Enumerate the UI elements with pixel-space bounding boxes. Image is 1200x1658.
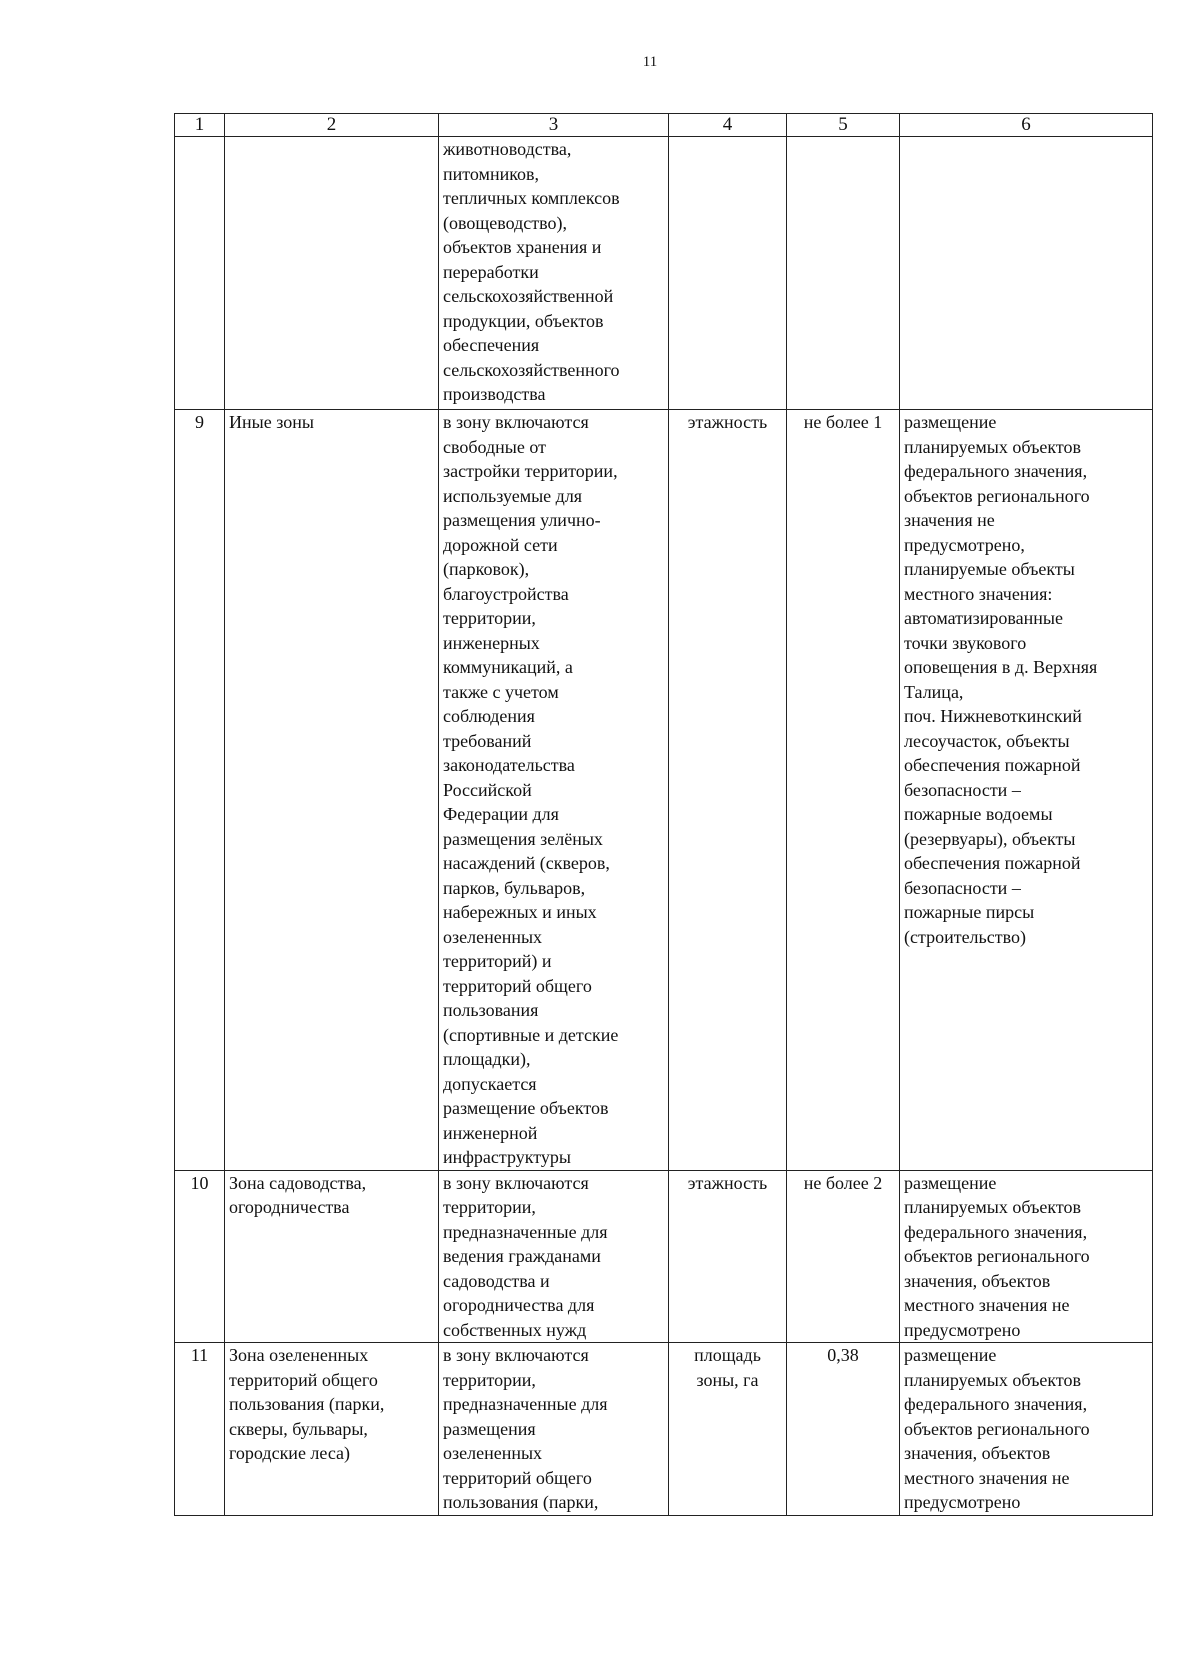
parameter-value: не более 1 (787, 410, 900, 1171)
column-header-4: 4 (669, 114, 787, 137)
table-row (175, 1170, 1153, 1343)
parameter-value (787, 137, 900, 410)
column-header-6: 6 (900, 114, 1153, 137)
zone-description: в зону включаются территории, предназначенные для ведения гражданами садоводства и огородничества для собственных нужд (439, 1170, 669, 1343)
parameter-name: этажность (669, 1170, 787, 1343)
zone-description: в зону включаются территории, предназначенные для размещения озелененных территорий общего пользования (парки, (439, 1343, 669, 1516)
planned-objects: размещение планируемых объектов федерального значения, объектов регионального значения, объектов местного значения не предусмотрено (900, 1343, 1153, 1516)
table-row (175, 137, 1153, 410)
parameter-value: не более 2 (787, 1170, 900, 1343)
row-number: 10 (175, 1170, 225, 1343)
zone-description: животноводства, питомников, тепличных комплексов (овощеводство), объектов хранения и переработки сельскохозяйственной продукции, объектов обеспечения сельскохозяйственного производства (439, 137, 669, 410)
planned-objects: размещение планируемых объектов федерального значения, объектов регионального значения не предусмотрено, планируемые объекты местного значения: автоматизированные точки звукового оповещения в д. Верхняя Талица, поч. Нижневоткинский лесоучасток, объекты обеспечения пожарной безопасности – пожарные водоемы (резервуары), объекты обеспечения пожарной безопасности – пожарные пирсы (строительство) (900, 410, 1153, 1171)
column-header-2: 2 (225, 114, 439, 137)
zone-name: Зона садоводства, огородничества (225, 1170, 439, 1343)
page-number: 11 (642, 54, 658, 70)
zone-name: Зона озелененных территорий общего пользования (парки, скверы, бульвары, городские леса) (225, 1343, 439, 1516)
table-row (175, 410, 1153, 1171)
column-header-3: 3 (439, 114, 669, 137)
row-number (175, 137, 225, 410)
planned-objects (900, 137, 1153, 410)
row-number: 9 (175, 410, 225, 1171)
column-header-1: 1 (175, 114, 225, 137)
zones-table (174, 113, 1153, 1516)
parameter-name: площадь зоны, га (669, 1343, 787, 1516)
zone-name: Иные зоны (225, 410, 439, 1171)
parameter-name: этажность (669, 410, 787, 1171)
parameter-value: 0,38 (787, 1343, 900, 1516)
column-header-5: 5 (787, 114, 900, 137)
zone-description: в зону включаются свободные от застройки территории, используемые для размещения улично- дорожной сети (парковок), благоустройства территории, инженерных коммуникаций, а также с учетом соблюдения требований законодательства Российской Федерации для размещения зелёных насаждений (скверов, парков, бульваров, набережных и иных озелененных территорий) и территорий общего пользования (спортивные и детские площадки), допускается размещение объектов инженерной инфраструктуры (439, 410, 669, 1171)
planned-objects: размещение планируемых объектов федерального значения, объектов регионального значения, объектов местного значения не предусмотрено (900, 1170, 1153, 1343)
zone-name (225, 137, 439, 410)
table-header-row (175, 114, 1153, 137)
parameter-name (669, 137, 787, 410)
table-row (175, 1343, 1153, 1516)
row-number: 11 (175, 1343, 225, 1516)
